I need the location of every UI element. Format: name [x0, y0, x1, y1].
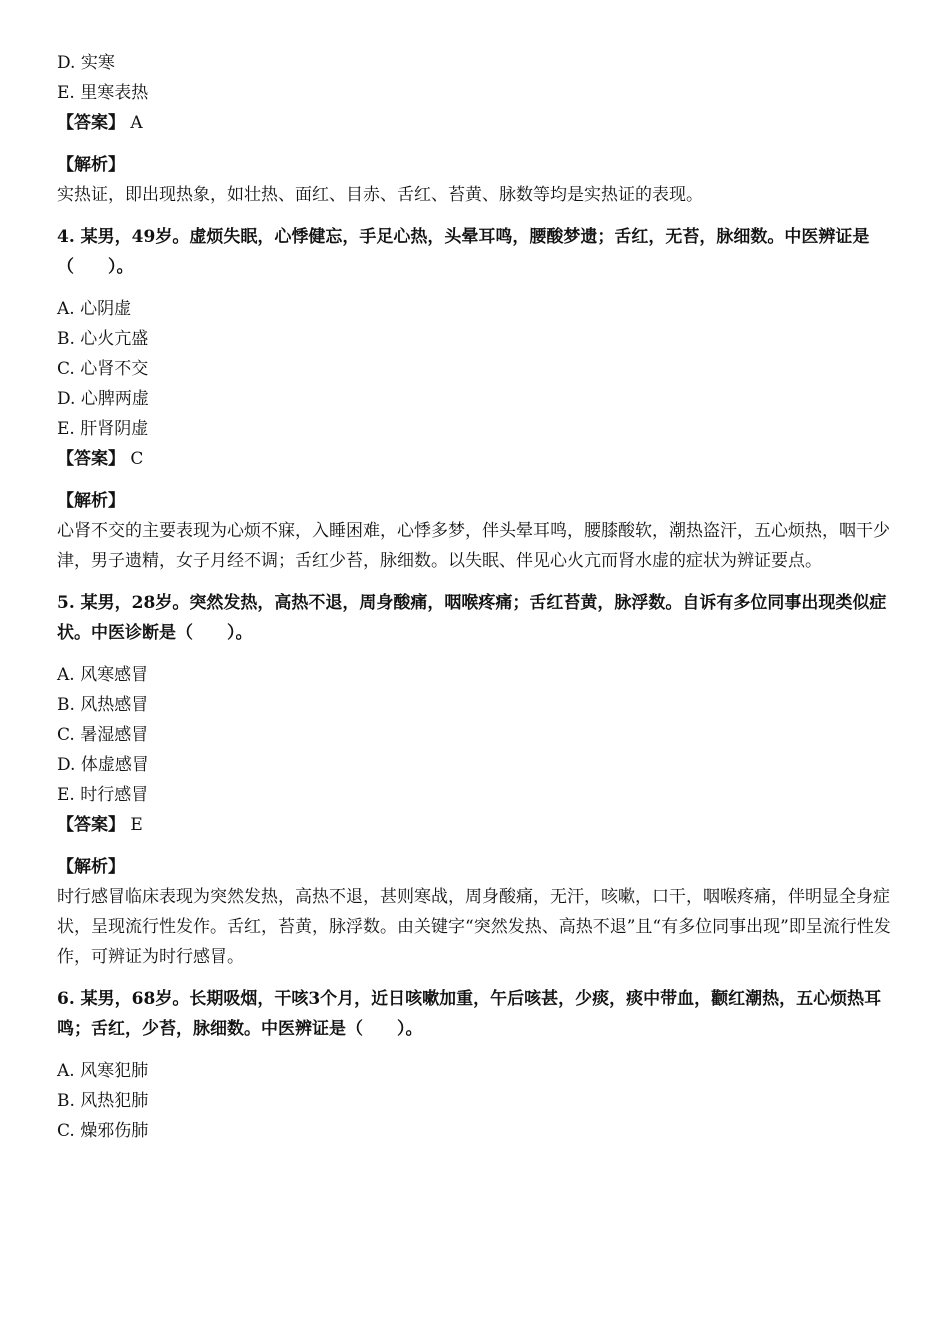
answer-value: C [130, 449, 144, 469]
answer-line [57, 444, 897, 474]
answer-value: E [130, 815, 143, 835]
answer-value: A [130, 113, 143, 133]
analysis-label: 【解析】 [57, 491, 125, 511]
option-d: D. 体虚感冒 [57, 755, 149, 775]
option-a: A. 风寒感冒 [57, 665, 149, 685]
analysis-text: 时行感冒临床表现为突然发热，高热不退，甚则寒战，周身酸痛，无汗，咳嗽，口干，咽喉疼痛，伴明显全身症状，呈现流行性发作。舌红，苔黄，脉浮数。由关键字“突然发热、高热不退”且“有多位同事出现”即呈流行性发作，可辨证为时行感冒。 [57, 887, 891, 967]
answer-label: 【答案】 [57, 449, 125, 469]
option-c: C. 心肾不交 [57, 359, 149, 379]
option-b: B. 心火亢盛 [57, 329, 149, 349]
analysis-label: 【解析】 [57, 155, 125, 175]
option-c: C. 暑湿感冒 [57, 725, 149, 745]
option-e: E. 肝肾阴虚 [57, 419, 149, 439]
option-e: E. 时行感冒 [57, 785, 149, 805]
question-4 [57, 222, 897, 576]
option-b: B. 风热感冒 [57, 695, 149, 715]
analysis-text: 实热证，即出现热象，如壮热、面红、目赤、舌红、苔黄、脉数等均是实热证的表现。 [57, 185, 703, 205]
option-b: B. 风热犯肺 [57, 1091, 149, 1111]
question-stem: 6. 某男，68岁。长期吸烟，干咳3个月，近日咳嗽加重，午后咳甚，少痰，痰中带血，颧红潮热，五心烦热耳鸣；舌红，少苔，脉细数。中医辨证是（ ）。 [57, 989, 882, 1039]
answer-line [57, 108, 897, 138]
option-d: D. 心脾两虚 [57, 389, 149, 409]
question-5 [57, 588, 897, 972]
answer-label: 【答案】 [57, 113, 125, 133]
option-a: A. 风寒犯肺 [57, 1061, 149, 1081]
document-page [57, 48, 897, 1146]
previous-question-tail [57, 48, 897, 210]
option-c: C. 燥邪伤肺 [57, 1121, 149, 1141]
answer-label: 【答案】 [57, 815, 125, 835]
analysis-text: 心肾不交的主要表现为心烦不寐，入睡困难，心悸多梦，伴头晕耳鸣，腰膝酸软，潮热盗汗，五心烦热，咽干少津，男子遗精，女子月经不调；舌红少苔，脉细数。以失眠、伴见心火亢而肾水虚的症状为辨证要点。 [57, 521, 890, 571]
question-6 [57, 984, 897, 1146]
option-a: A. 心阴虚 [57, 299, 132, 319]
analysis-label: 【解析】 [57, 857, 125, 877]
question-stem: 4. 某男，49岁。虚烦失眠，心悸健忘，手足心热，头晕耳鸣，腰酸梦遗；舌红，无苔，脉细数。中医辨证是（ ）。 [57, 227, 870, 277]
answer-line [57, 810, 897, 840]
option-e: E. 里寒表热 [57, 83, 149, 103]
option-d: D. 实寒 [57, 53, 115, 73]
question-stem: 5. 某男，28岁。突然发热，高热不退，周身酸痛，咽喉疼痛；舌红苔黄，脉浮数。自诉有多位同事出现类似症状。中医诊断是（ ）。 [57, 593, 887, 643]
